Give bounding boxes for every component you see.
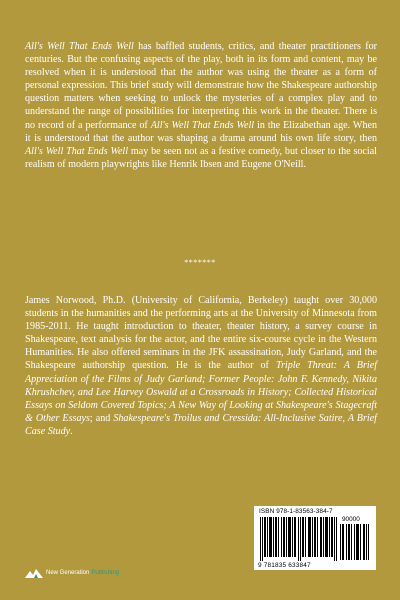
book-description [25, 40, 377, 171]
description-text: may be seen not as a festive comedy, but closer to the social realism of modern playwrights like Henrik Ibsen and Eugene O'Neill. [25, 145, 377, 170]
publisher-name-accent: Publishing [91, 570, 120, 576]
publisher-name: New Generation [46, 570, 90, 576]
section-divider: ******* [184, 258, 216, 267]
price-addon-digits: 90000 [342, 516, 360, 523]
book-title-italic: All's Well That Ends Well [150, 119, 255, 131]
description-text: in the Elizabethan age. When it is understood that the author was shaping a drama around his own life story, then [25, 119, 378, 144]
bio-text: James Norwood, Ph.D. (University of California, Berkeley) taught over 30,000 students in the humanities and the performing arts at the University of Minnesota from 1985-2011. He taught introduction to theater, theater history, a survey course in Shakespeare, text analysis for the actor, and the entire six-course cycle in the Western Humanities. He also offered seminars in the JFK assassination, Judy Garland, and the Shakespeare authorship question. He is the author of [25, 295, 377, 372]
ean-digits: 9 781835 633847 [258, 562, 311, 569]
book-title-italic: All's Well That Ends Well [25, 41, 134, 52]
isbn-barcode [254, 506, 376, 570]
bio-titles-italic: Shakespeare's Troilus and Cressida: All-Inclusive Satire, A Brief Case Study [25, 412, 377, 437]
book-title-italic: All's Well That Ends Well [25, 145, 129, 157]
bio-text: ; and [89, 412, 114, 424]
bio-titles-italic: Triple Threat: A Brief Appreciation of the Films of Judy Garland; Former People: John F. Kennedy, Nikita Khrushchev, and Lee Harvey Oswald at a Crossroads in History; Collected Historical Essays on Seldom Covered Topics; A New Way of Looking at Shakespeare's Stagecraft & Other Essays [25, 360, 377, 424]
mountain-logo-icon [25, 568, 43, 578]
description-text: has baffled students, critics, and theater practitioners for centuries. But the confusing aspects of the play, both in its form and content, may be resolved when it is understood that the author was using the theater as a form of personal expression. This brief study will demonstrate how the Shakespeare authorship question matters when seeking to unlock the mysteries of a complex play and to understand the range of possibilities for interpreting this work in the theater. There is no record of a performance of [25, 41, 378, 131]
isbn-number: ISBN 978-1-83563-384-7 [259, 508, 333, 515]
publisher-logo [25, 566, 119, 580]
addon-barcode-bars [340, 524, 370, 560]
ean-barcode-bars [260, 517, 338, 561]
bio-text: . [70, 425, 73, 437]
author-bio [25, 294, 377, 438]
